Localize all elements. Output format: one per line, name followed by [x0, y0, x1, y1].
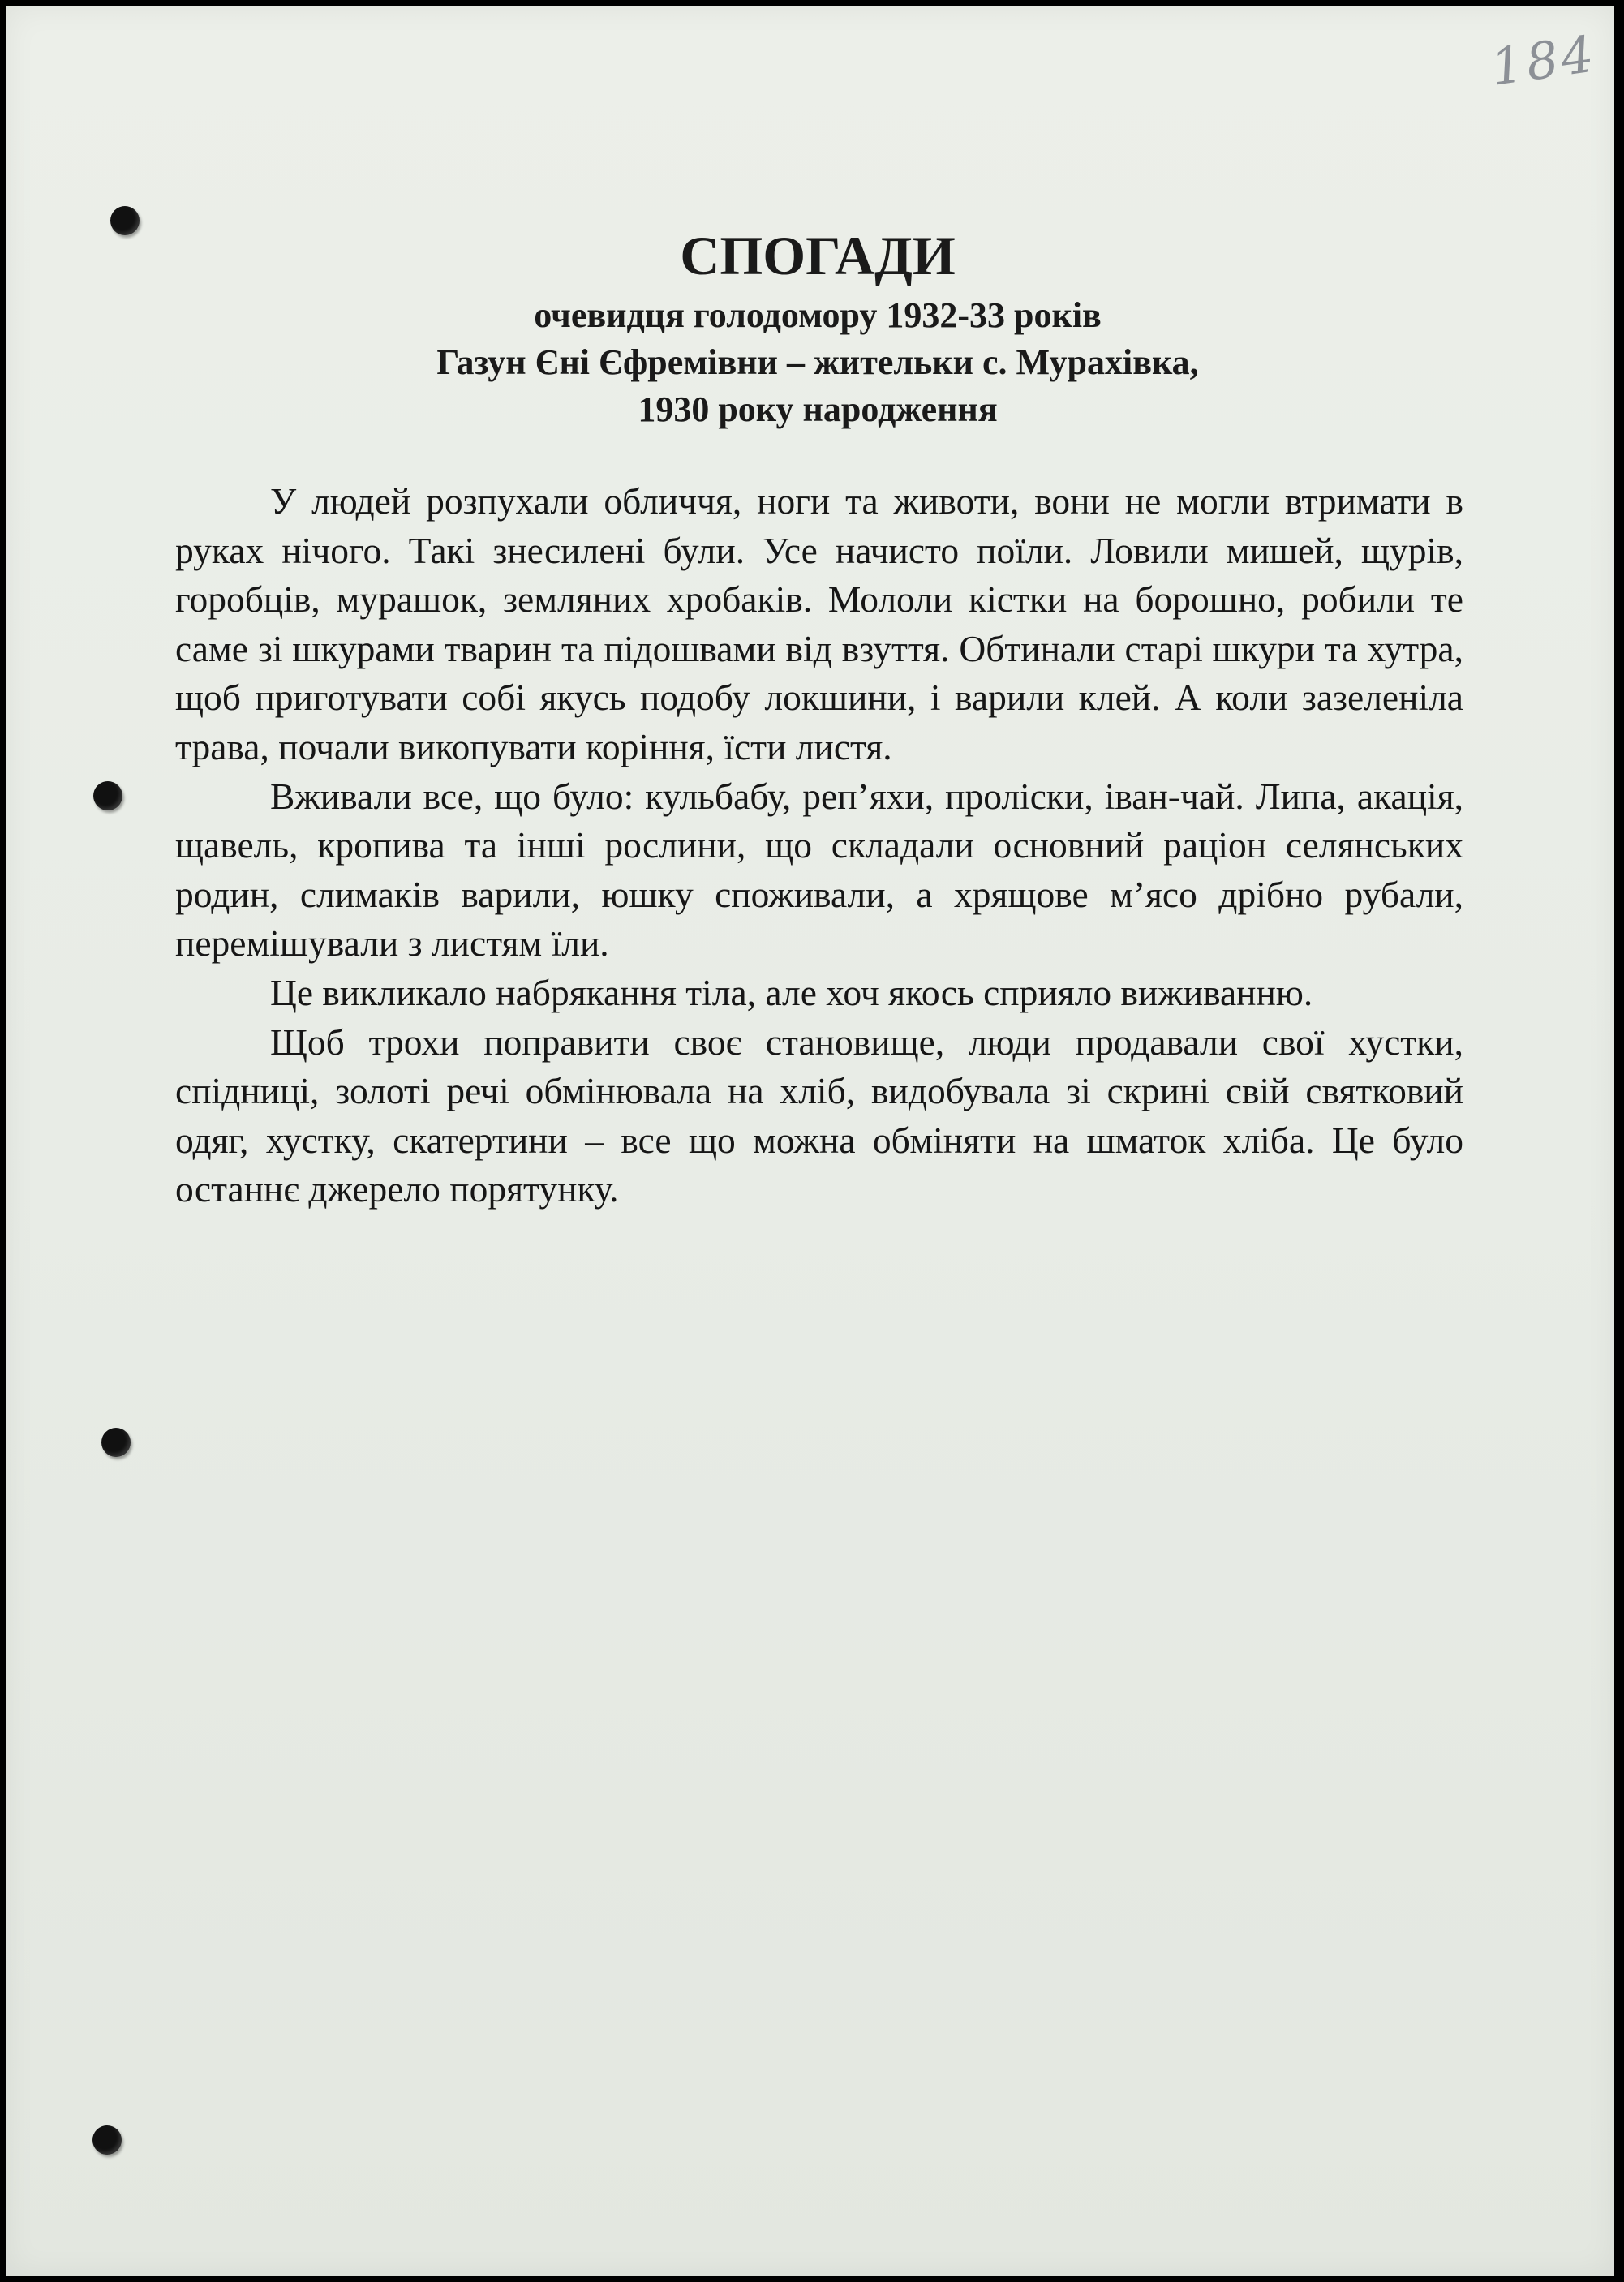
- document-body: [175, 477, 1463, 1214]
- paragraph: У людей розпухали обличчя, ноги та животи, вони не могли втримати в руках нічого. Такі знесилені були. Усе начисто поїли. Ловили мишей, щурів, горобців, мурашок, земляних хробаків. Мололи кістки на борошно, робили те саме зі шкурами тварин та підошвами від взуття. Обтинали старі шкури та хутра, щоб приготувати собі якусь подобу локшини, і варили клей. А коли зазеленіла трава, почали викопувати коріння, їсти листя.: [175, 480, 1463, 767]
- punch-hole: [93, 781, 122, 810]
- document-header: [153, 224, 1483, 433]
- subtitle-line: очевидця голодомору 1932-33 років: [534, 295, 1102, 335]
- paragraph: Вживали все, що було: кульбабу, реп’яхи, проліски, іван-чай. Липа, акація, щавель, кропива та інші рослини, що складали основний раціон селянських родин, слимаків варили, юшку споживали, а хрящове м’ясо дрібно рубали, перемішували з листям їли.: [175, 775, 1463, 965]
- document-title: СПОГАДИ: [680, 225, 956, 286]
- paragraph: Це викликало набрякання тіла, але хоч якось сприяло виживанню.: [270, 971, 1313, 1013]
- paragraph: Щоб трохи поправити своє становище, люди продавали свої хустки, спідниці, золоті речі обмінювала на хліб, видобувала зі скрині свій святковий одяг, хустку, скатертини – все що можна обміняти на шматок хліба. Це було останнє джерело порятунку.: [175, 1021, 1463, 1210]
- subtitle-line: Газун Єні Єфремівни – жительки с. Мурахівка,: [436, 342, 1199, 382]
- subtitle-line: 1930 року народження: [638, 389, 998, 429]
- handwritten-page-number: 184: [1487, 24, 1600, 97]
- document-page: [6, 6, 1614, 2276]
- punch-hole: [101, 1428, 131, 1457]
- punch-hole: [110, 206, 140, 235]
- punch-hole: [92, 2125, 122, 2155]
